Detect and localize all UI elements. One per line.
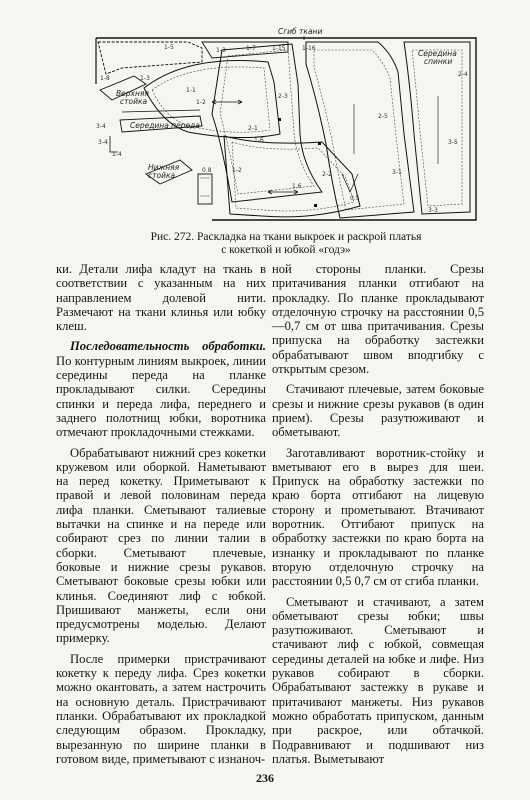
page-number: 236 (256, 771, 274, 785)
point-number: 3-1 (392, 169, 402, 176)
upper-collar-label-2: стойка (120, 97, 148, 106)
point-number: 2-3 (278, 93, 288, 100)
point-number: 3-5 (448, 139, 458, 146)
pattern-layout-figure (92, 24, 480, 232)
caption-line-1: Рис. 272. Раскладка на ткани выкроек и раскрой платья (150, 231, 422, 243)
point-number: 1-16 (302, 45, 316, 52)
point-number: 1-2 (232, 167, 242, 174)
paragraph: После примерки пристрачивают кокетку к переду лифа. Срез кокетки можно окантовать, а затем настрочить на основную деталь. Пристрачивают планки. Обрабатывают их прокладкой следующим образом. Прокладку, вырезанную по ширине планки в готовом виде, приметывают с изнаноч- (56, 651, 266, 766)
paragraph (56, 339, 266, 439)
point-number: 1-5 (164, 44, 174, 51)
point-number: 1.6 (292, 183, 302, 190)
point-number: 1-4 (112, 151, 122, 158)
pattern-piece-skirt-front (212, 44, 322, 202)
point-number: 0.8 (202, 167, 212, 174)
paragraph: ки. Детали лифа кладут на ткань в соответствии с указанным на них направлением долевой нити. Размечают на ткани клинья или юбку клеш. (56, 262, 266, 334)
figure-caption (100, 231, 472, 257)
paragraph-text: По контурным линиям выкроек, линии середины переда на планке прокладывают силки. Середины спинки и переда лифа, переднего и заднего полотнищ юбки, воротника отмечают прокладочными стежками. (56, 353, 266, 440)
pattern-piece-back-skirt (404, 42, 470, 214)
point-number: 1-15 (272, 45, 286, 52)
point-number: 2-2 (322, 171, 332, 178)
point-number: 3-3 (428, 207, 438, 214)
pattern-piece-cuff-small (198, 174, 212, 204)
fold-label: Сгиб ткани (278, 27, 323, 36)
pattern-piece-cuff (98, 42, 202, 74)
point-number: 1-7 (246, 45, 256, 52)
front-center-label: Середина переда (130, 121, 200, 130)
lower-collar-label-2: стойка (148, 171, 176, 180)
point-number: 3-4 (98, 139, 108, 146)
paragraph: Обрабатывают нижний срез кокетки кружевом или оборкой. Наметывают на перед кокетку. Приметывают к правой и левой половинам переда лифа планки. Сметывают талиевые вытачки на спинке и на переде или собирают срез по линии талии в сборки. Сметывают плечевые, боковые и нижние срезы рукавов. Сметывают боковые срезы юбки или клинья. Соединяют лиф с юбкой. Пришивают манжеты, если они предусмотрены моделью. Делают примерку. (56, 445, 266, 646)
point-number: 1-1 (186, 87, 196, 94)
point-number: 2-1 (248, 125, 258, 132)
lower-collar-label-1: Нижняя (148, 163, 180, 172)
pattern-layout-drawing (92, 24, 480, 232)
point-number: 1-2 (196, 99, 206, 106)
point-number: 3-4 (96, 123, 106, 130)
point-number: 2-5 (378, 113, 388, 120)
text-column-right (272, 262, 484, 772)
pattern-piece-skirt-back (224, 136, 360, 217)
paragraph: Заготавливают воротник-стойку и вметывают его в вырез для шеи. Припуск на обработку застежки по краю борта отгибают на лицевую сторону и прометывают. Втачивают воротник. Отгибают припуск на обработку застежки по краю борта на изнанку и прокладывают по планке вторую отделочную строчку на расстоянии 0,5 0,7 см от сгиба планки. (272, 445, 484, 589)
paragraph: ной стороны планки. Срезы притачивания планки отгибают на прокладку. По планке прокладывают отделочную строчку на расстоянии 0,5—0,7 см от шва притачивания. Срезы припуска на обработку застежки обрабатывают швом вподгибку с открытым срезом. (272, 262, 484, 377)
text-column-left (56, 262, 266, 772)
caption-line-2: с кокеткой и юбкой «годэ» (221, 244, 351, 256)
paragraph: Стачивают плечевые, затем боковые срезы и нижние срезы рукавов (в один прием). Срезы разутюживают и обметывают. (272, 382, 484, 440)
back-center-label-2: спинки (424, 57, 453, 66)
point-number: 0.5 (350, 195, 360, 202)
back-center-label-1: Середина (418, 49, 457, 58)
section-heading: Последовательность обработки. (70, 339, 266, 354)
point-number: 2-4 (458, 71, 468, 78)
paragraph: Сметывают и стачивают, а затем обметывают срезы юбки; швы разутюживают. Сметывают и стачивают лиф с юбкой, совмещая середины деталей на юбке и лифе. Низ рукавов собирают в сборки. Обрабатывают застежку в рукаве и притачивают манжеты. Низ рукавов можно обработать припуском, данным при раскрое, или обтачкой. Подравнивают и подшивают низ платья. Выметывают (272, 594, 484, 766)
upper-collar-label-1: Верхняя (116, 89, 149, 98)
point-number: 1-6 (254, 137, 264, 144)
point-number: 1-8 (100, 75, 110, 82)
point-number: 1-3 (216, 47, 226, 54)
point-number: 1-3 (140, 75, 150, 82)
